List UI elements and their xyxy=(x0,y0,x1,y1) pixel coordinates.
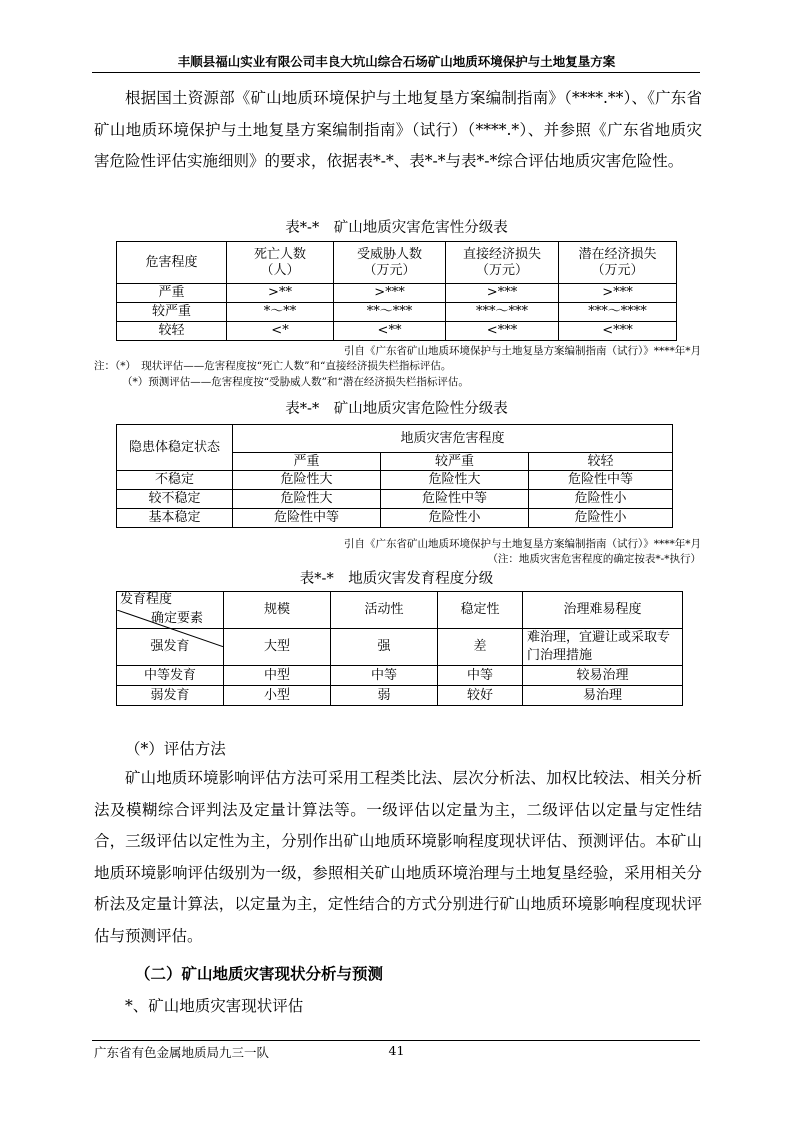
table1-cell: >*** xyxy=(559,284,677,303)
table2 xyxy=(116,424,673,528)
table3-cell: 较易治理 xyxy=(523,666,683,686)
table1-cell: 较轻 xyxy=(117,322,227,341)
table2-cell: 危险性中等 xyxy=(381,490,529,509)
table1-header: 受威胁人数 （万元） xyxy=(334,242,446,284)
sub-heading: *、矿山地质灾害现状评估 xyxy=(125,997,304,1015)
intro-paragraph: 根据国土资源部《矿山地质环境保护与土地复垦方案编制指南》（****.**）、《广东省矿山地质环境保护与土地复垦方案编制指南》（试行）（****.*）、并参照《广东省地质灾害危险性评估实施细则》的要求，依据表*-*、表*-*与表*-*综合评估地质灾害危险性。 xyxy=(94,89,702,170)
table2-cell: 危险性小 xyxy=(529,509,673,528)
table3-caption: 表*-* 地质灾害发育程度分级 xyxy=(299,571,494,587)
table2-subheader: 严重 xyxy=(233,453,381,471)
table2-cell: 危险性大 xyxy=(233,471,381,490)
table1-note-1: 注：（*） 现状评估——危害程度按“死亡人数”和“直接经济损失栏指标评估。 xyxy=(94,360,452,372)
table3-cell: 强发育 xyxy=(117,629,224,666)
table2-caption: 表*-* 矿山地质灾害危险性分级表 xyxy=(285,401,508,417)
table2-cell: 较不稳定 xyxy=(117,490,233,509)
table2-row-header-title: 隐患体稳定状态 xyxy=(117,425,233,471)
table1 xyxy=(116,241,677,341)
table1-cell: <* xyxy=(227,322,334,341)
table2-cell: 危险性小 xyxy=(381,509,529,528)
page-number: 41 xyxy=(388,1043,405,1058)
table3-corner-top: 确定要素 xyxy=(150,611,203,626)
table2-source: 引自《广东省矿山地质环境保护与土地复垦方案编制指南（试行）》****年*月 xyxy=(344,538,701,550)
method-paragraph: 矿山地质环境影响评估方法可采用工程类比法、层次分析法、加权比较法、相关分析法及模糊综合评判法及定量计算法等。一级评估以定量为主，二级评估以定量与定性结合，三级评估以定性为主，分别作出矿山地质环境影响程度现状评估、预测评估。本矿山地质环境影响评估级别为一级，参照相关矿山地质环境治理与土地复垦经验，采用相关分析法及定量计算法，以定量为主，定性结合的方式分别进行矿山地质环境影响程度现状评估与预测评估。 xyxy=(94,769,702,945)
table2-cell: 基本稳定 xyxy=(117,509,233,528)
table1-cell: 较严重 xyxy=(117,303,227,322)
table3-cell: 弱发育 xyxy=(117,686,224,706)
table1-cell: <*** xyxy=(559,322,677,341)
table1-cell: **～*** xyxy=(334,303,446,322)
table1-caption: 表*-* 矿山地质灾害危害性分级表 xyxy=(285,220,508,236)
table1-cell: *～** xyxy=(227,303,334,322)
table2-subheader: 较轻 xyxy=(529,453,673,471)
table3-cell: 易治理 xyxy=(523,686,683,706)
running-header: 丰顺县福山实业有限公司丰良大坑山综合石场矿山地质环境保护与土地复垦方案 xyxy=(177,54,616,69)
method-heading: （*）评估方法 xyxy=(125,740,226,758)
table3-cell: 差 xyxy=(438,629,523,666)
table3-cell: 中等发育 xyxy=(117,666,224,686)
table1-header: 直接经济损失 （万元） xyxy=(446,242,559,284)
table2-group-header: 地质灾害危害程度 xyxy=(233,425,673,453)
table2-cell: 不稳定 xyxy=(117,471,233,490)
table2-cell: 危险性大 xyxy=(233,490,381,509)
table3-header: 稳定性 xyxy=(438,592,523,629)
table1-source: 引自《广东省矿山地质环境保护与土地复垦方案编制指南（试行）》****年*月 xyxy=(344,345,701,357)
table2-note: （注：地质灾害危害程度的确定按表*-*执行） xyxy=(487,553,701,565)
table1-cell: >*** xyxy=(334,284,446,303)
table3-cell: 较好 xyxy=(438,686,523,706)
table1-header: 潜在经济损失 （万元） xyxy=(559,242,677,284)
table3-header: 规模 xyxy=(224,592,331,629)
table3-header: 活动性 xyxy=(331,592,438,629)
table3-corner-bottom: 发育程度 xyxy=(120,592,173,607)
table1-cell: 严重 xyxy=(117,284,227,303)
table2-cell: 危险性中等 xyxy=(529,471,673,490)
table3-cell: 弱 xyxy=(331,686,438,706)
table1-cell: <** xyxy=(334,322,446,341)
table1-cell: ***～*** xyxy=(446,303,559,322)
table1-header: 危害程度 xyxy=(117,242,227,284)
table3-header: 治理难易程度 xyxy=(523,592,683,629)
table2-cell: 危险性大 xyxy=(381,471,529,490)
table3-corner-cell xyxy=(117,592,224,629)
table2-cell: 危险性中等 xyxy=(233,509,381,528)
table3-cell: 大型 xyxy=(224,629,331,666)
table1-cell: >*** xyxy=(446,284,559,303)
table1-cell: ***～**** xyxy=(559,303,677,322)
table1-cell: <*** xyxy=(446,322,559,341)
table3-cell: 中型 xyxy=(224,666,331,686)
footer-rule xyxy=(92,1040,700,1041)
footer-org: 广东省有色金属地质局九三一队 xyxy=(94,1045,270,1060)
table3-cell: 难治理，宜避让或采取专门治理措施 xyxy=(523,629,683,666)
table3 xyxy=(116,591,683,706)
table1-note-2: （*）预测评估——危害程度按“受胁威人数”和“潜在经济损失栏指标评估。 xyxy=(122,376,469,388)
table3-cell: 中等 xyxy=(331,666,438,686)
table2-cell: 危险性小 xyxy=(529,490,673,509)
table3-cell: 小型 xyxy=(224,686,331,706)
header-rule xyxy=(92,72,700,73)
table2-subheader: 较严重 xyxy=(381,453,529,471)
table1-cell: >** xyxy=(227,284,334,303)
table3-cell: 强 xyxy=(331,629,438,666)
table3-cell: 中等 xyxy=(438,666,523,686)
section-heading: （二）矿山地质灾害现状分析与预测 xyxy=(135,964,384,983)
table1-header: 死亡人数 （人） xyxy=(227,242,334,284)
